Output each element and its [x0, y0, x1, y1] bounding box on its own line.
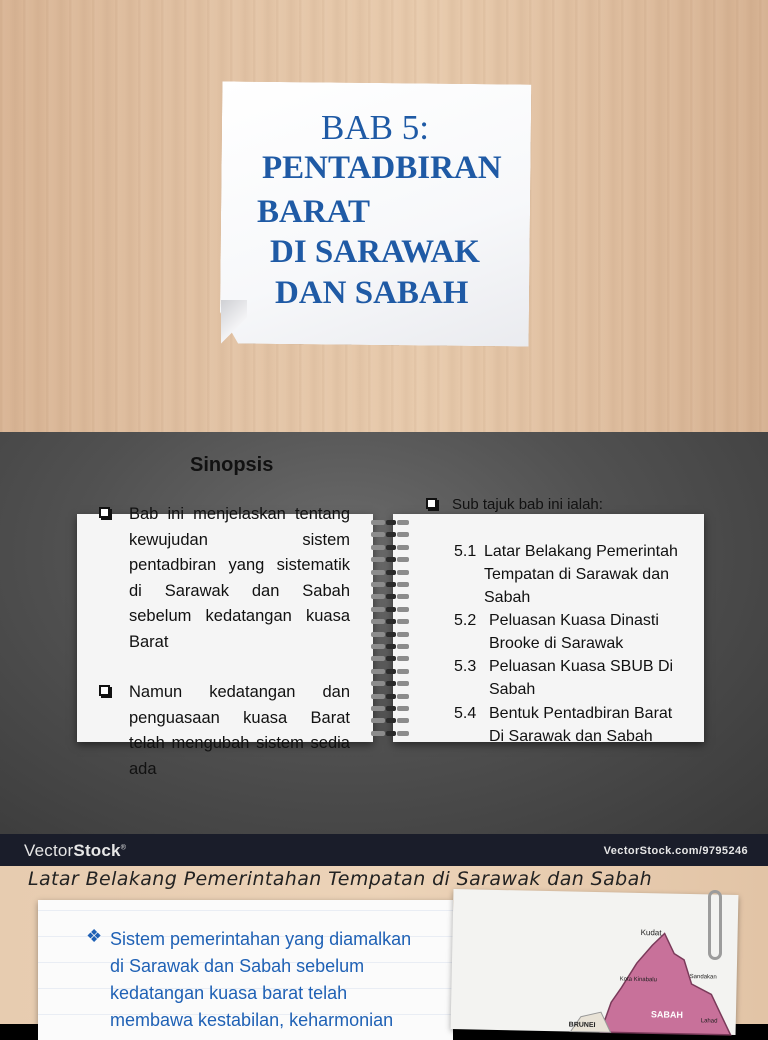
- vectorstock-logo: [24, 841, 126, 861]
- spiral-ring: [369, 644, 411, 649]
- checkbox-bullet-icon: [426, 498, 437, 509]
- spiral-ring: [369, 632, 411, 637]
- sabah-map: [451, 889, 739, 1035]
- spiral-ring: [369, 619, 411, 624]
- bullet-text: Bab ini menjelaskan tentang kewujudan sistem pentadbiran yang sistematik di Sarawak dan Sabah sebelum kedatangan kuasa Barat: [129, 505, 350, 651]
- synopsis-slide: [0, 432, 768, 834]
- subtopic-number: 5.3: [454, 658, 477, 675]
- spiral-ring: [369, 681, 411, 686]
- spiral-ring: [369, 532, 411, 537]
- chapter-number: BAB 5:: [321, 108, 429, 147]
- vectorstock-url: VectorStock.com/9795246: [603, 845, 748, 857]
- synopsis-heading: Sinopsis: [190, 454, 274, 476]
- background-slide: [0, 866, 768, 1030]
- map-label: Sandakan: [689, 973, 717, 981]
- notebook-spiral: [369, 516, 411, 742]
- spiral-ring: [369, 706, 411, 711]
- subtopic-label: Latar Belakang Pemerintah Tempatan di Sarawak dan Sabah: [484, 543, 678, 606]
- map-label: Lahad: [700, 1018, 718, 1025]
- map-label: BRUNEI: [568, 1021, 596, 1030]
- title-slide: [0, 0, 768, 432]
- subtopic-label: Peluasan Kuasa Dinasti Brooke di Sarawak: [489, 612, 659, 652]
- spiral-ring: [369, 545, 411, 550]
- bullet-text: Namun kedatangan dan penguasaan kuasa Barat telah mengubah sistem sedia ada: [129, 683, 350, 778]
- title-line-1: PENTADBIRAN: [262, 150, 502, 186]
- map-label: Kota Kinabalu: [619, 976, 658, 984]
- subtopic-label: Bentuk Pentadbiran Barat Di Sarawak dan Sabah: [489, 705, 673, 745]
- diamond-bullet-icon: ❖: [86, 926, 103, 946]
- spiral-ring: [369, 557, 411, 562]
- logo-bold-text: Stock: [73, 841, 121, 860]
- subtopic-number: 5.4: [454, 705, 477, 722]
- spiral-ring: [369, 669, 411, 674]
- title-line-3: DI SARAWAK: [270, 234, 480, 270]
- checkbox-bullet-icon: [99, 685, 110, 696]
- title-line-2: BARAT: [257, 194, 371, 230]
- bullet-text: Sistem pemerintahan yang diamalkan di Sarawak dan Sabah sebelum kedatangan kuasa barat telah membawa kestabilan, keharmonian: [110, 929, 412, 1030]
- vectorstock-banner: [0, 834, 768, 866]
- logo-light-text: Vector: [24, 841, 74, 860]
- subtopic-intro-text: Sub tajuk bab ini ialah:: [452, 496, 603, 513]
- spiral-ring: [369, 570, 411, 575]
- spiral-ring: [369, 656, 411, 661]
- spiral-ring: [369, 607, 411, 612]
- subtopic-number: 5.1: [454, 543, 477, 560]
- registered-mark: ®: [120, 844, 127, 852]
- subtopic-label: Peluasan Kuasa SBUB Di Sabah: [489, 658, 674, 698]
- paper-clip-icon: [708, 890, 722, 960]
- title-line-4: DAN SABAH: [275, 275, 469, 311]
- sabah-map-graphic: [451, 889, 739, 1035]
- paper-curl: [221, 300, 247, 346]
- spiral-ring: [369, 520, 411, 525]
- spiral-ring: [369, 582, 411, 587]
- map-label: SABAH: [650, 1009, 684, 1020]
- subtopic-number: 5.2: [454, 612, 477, 629]
- spiral-ring: [369, 694, 411, 699]
- spiral-ring: [369, 718, 411, 723]
- slide-title: Latar Belakang Pemerintahan Tempatan di Sarawak dan Sabah: [28, 868, 653, 890]
- spiral-ring: [369, 594, 411, 599]
- checkbox-bullet-icon: [99, 507, 110, 518]
- map-label: Kudat: [640, 927, 662, 938]
- spiral-ring: [369, 731, 411, 736]
